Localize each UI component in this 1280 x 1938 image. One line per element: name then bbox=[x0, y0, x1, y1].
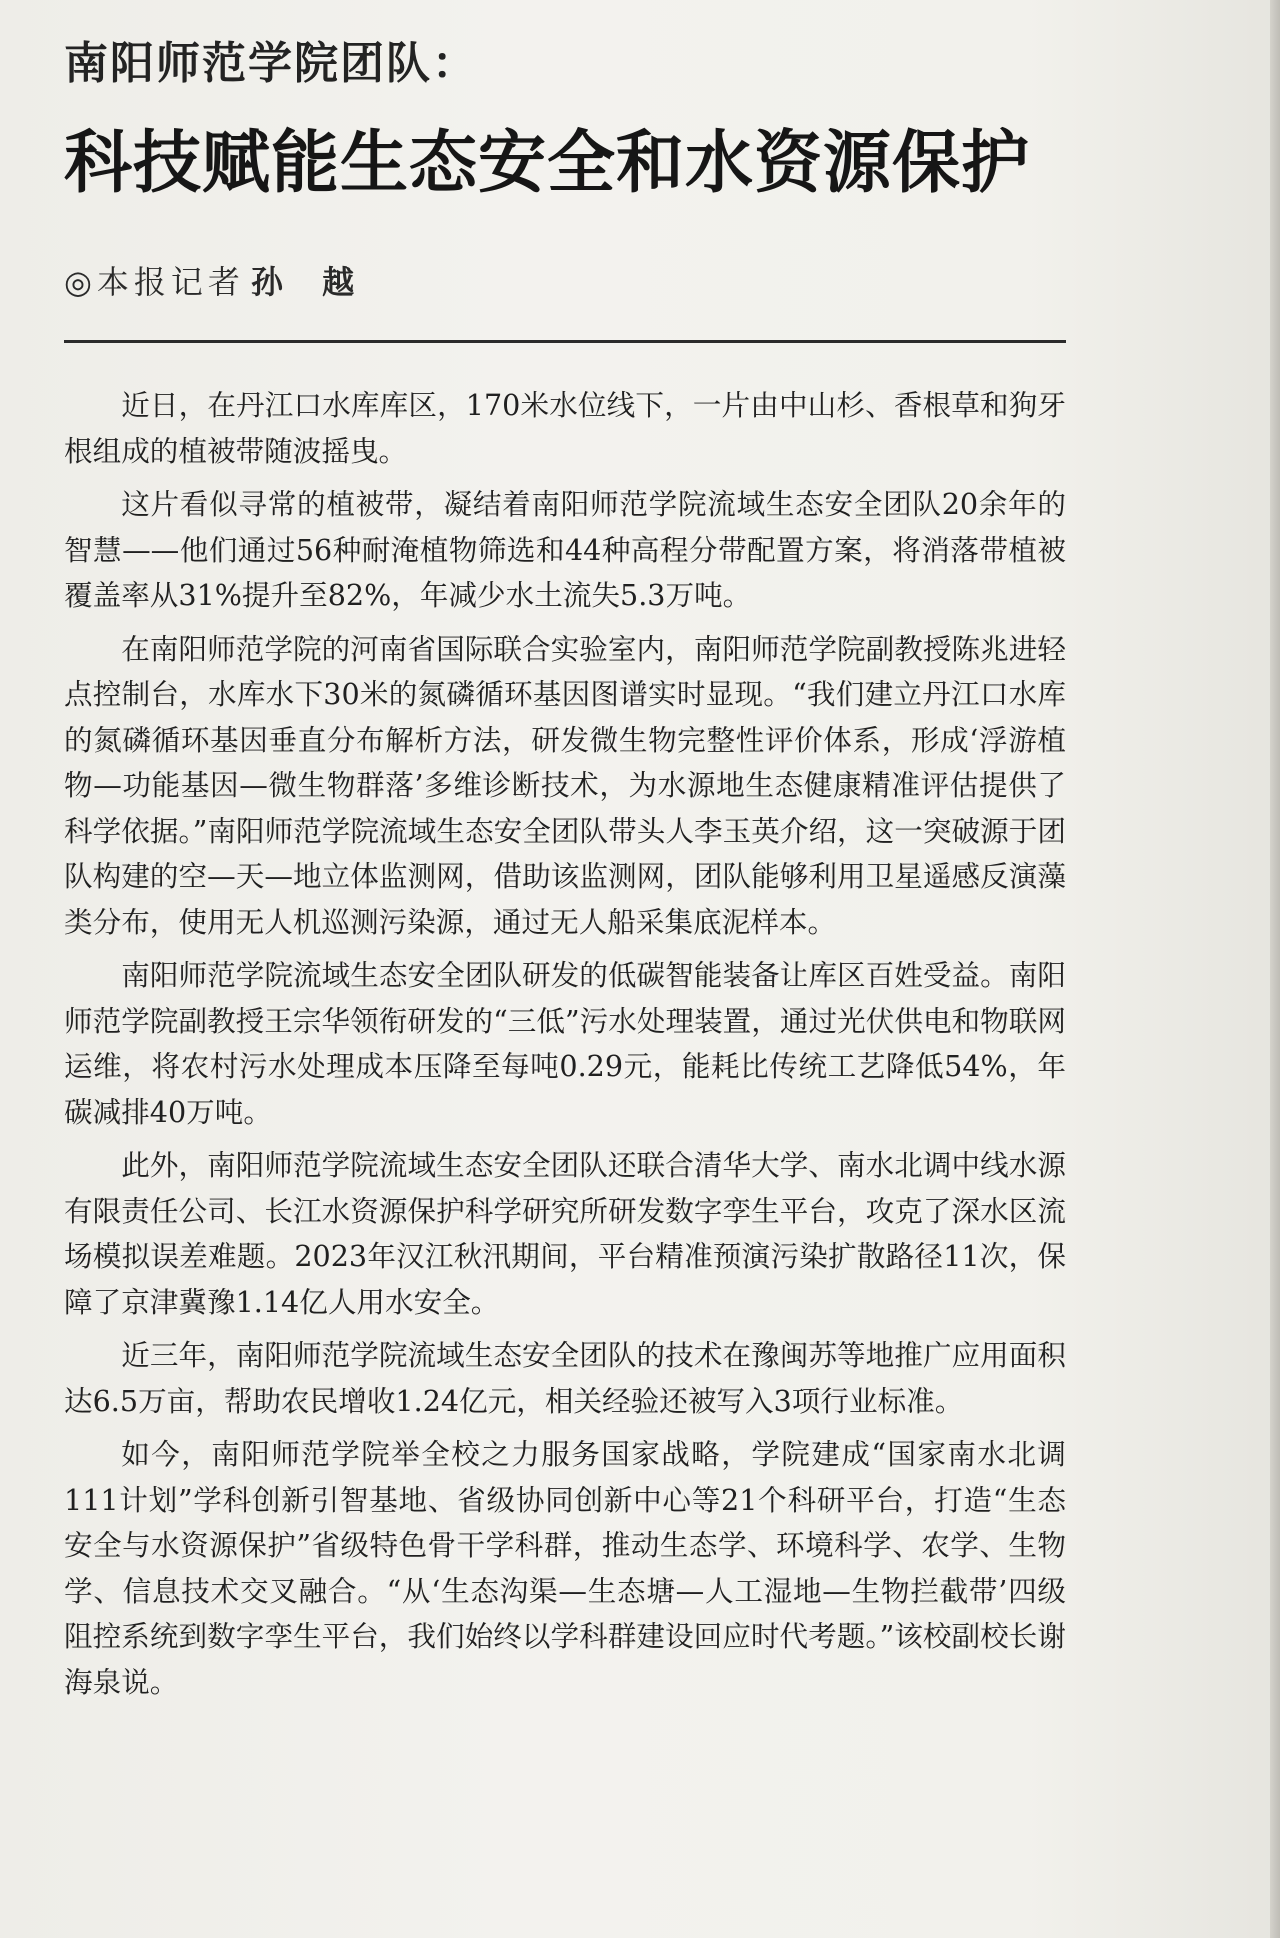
article-body bbox=[64, 383, 1066, 1705]
article-kicker: 南阳师范学院团队： bbox=[64, 38, 478, 89]
paragraph: 如今，南阳师范学院举全校之力服务国家战略，学院建成“国家南水北调111计划”学科创新引智基地、省级协同创新中心等21个科研平台，打造“生态安全与水资源保护”省级特色骨干学科群，推动生态学、环境科学、农学、生物学、信息技术交叉融合。“从‘生态沟渠—生态塘—人工湿地—生物拦截带’四级阻控系统到数字孪生平台，我们始终以学科群建设回应时代考题。”该校副校长谢海泉说。 bbox=[64, 1437, 1066, 1699]
paragraph: 近日，在丹江口水库库区，170米水位线下，一片由中山杉、香根草和狗牙根组成的植被带随波摇曳。 bbox=[64, 388, 1066, 468]
header-rule bbox=[64, 340, 1066, 343]
byline-author: 孙 越 bbox=[250, 263, 369, 301]
paragraph: 这片看似寻常的植被带，凝结着南阳师范学院流域生态安全团队20余年的智慧——他们通过56种耐淹植物筛选和44种高程分带配置方案，将消落带植被覆盖率从31%提升至82%，年减少水土流失5.3万吨。 bbox=[64, 487, 1066, 612]
paragraph: 此外，南阳师范学院流域生态安全团队还联合清华大学、南水北调中线水源有限责任公司、长江水资源保护科学研究所研发数字孪生平台，攻克了深水区流场模拟误差难题。2023年汉江秋汛期间，平台精准预演污染扩散路径11次，保障了京津冀豫1.14亿人用水安全。 bbox=[64, 1148, 1066, 1319]
article-headline: 科技赋能生态安全和水资源保护 bbox=[64, 124, 1031, 203]
byline-prefix: ◎本报记者 bbox=[64, 263, 245, 301]
paragraph: 南阳师范学院流域生态安全团队研发的低碳智能装备让库区百姓受益。南阳师范学院副教授王宗华领衔研发的“三低”污水处理装置，通过光伏供电和物联网运维，将农村污水处理成本压降至每吨0.29元，能耗比传统工艺降低54%，年碳减排40万吨。 bbox=[64, 958, 1066, 1129]
paragraph: 在南阳师范学院的河南省国际联合实验室内，南阳师范学院副教授陈兆进轻点控制台，水库水下30米的氮磷循环基因图谱实时显现。“我们建立丹江口水库的氮磷循环基因垂直分布解析方法，研发微生物完整性评价体系，形成‘浮游植物—功能基因—微生物群落’多维诊断技术，为水源地生态健康精准评估提供了科学依据。”南阳师范学院流域生态安全团队带头人李玉英介绍，这一突破源于团队构建的空—天—地立体监测网，借助该监测网，团队能够利用卫星遥感反演藻类分布，使用无人机巡测污染源，通过无人船采集底泥样本。 bbox=[64, 631, 1066, 939]
paragraph: 近三年，南阳师范学院流域生态安全团队的技术在豫闽苏等地推广应用面积达6.5万亩，帮助农民增收1.24亿元，相关经验还被写入3项行业标准。 bbox=[64, 1338, 1066, 1418]
page-edge-shadow bbox=[1270, 0, 1280, 1938]
byline bbox=[64, 258, 1066, 306]
article bbox=[64, 28, 1066, 1713]
